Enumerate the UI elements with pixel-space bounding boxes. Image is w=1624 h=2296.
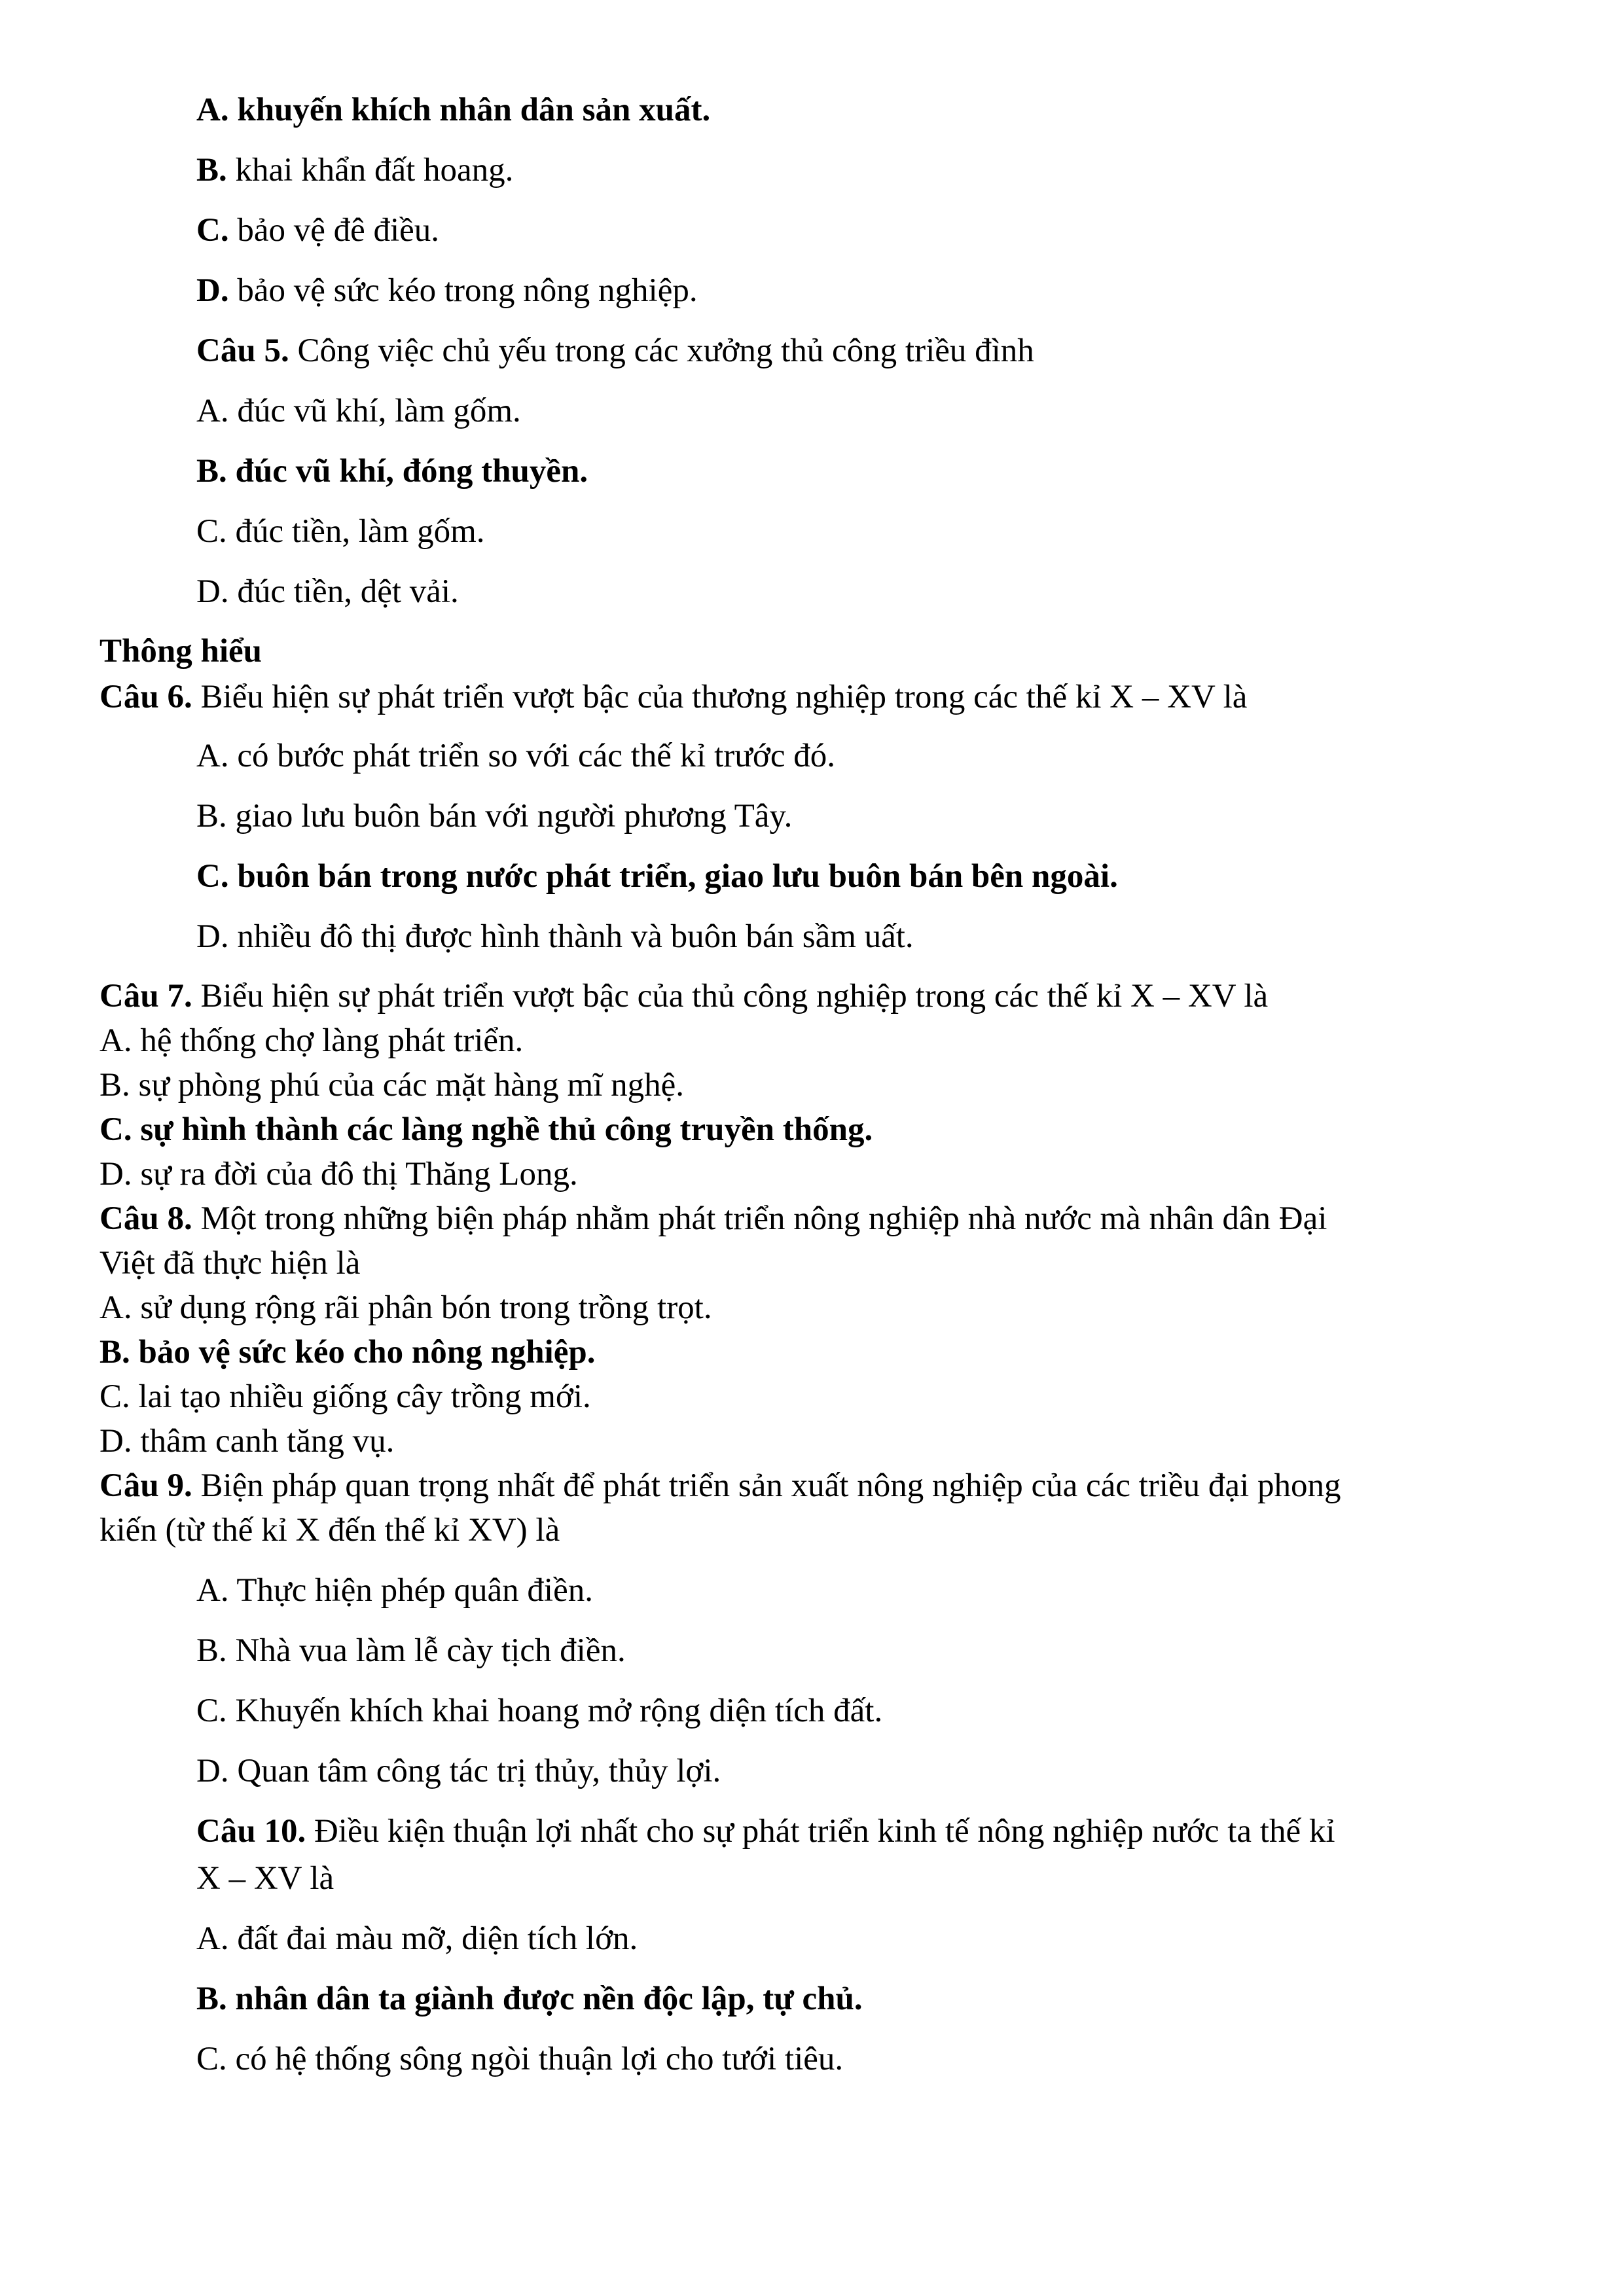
q8-option-c: C. lai tạo nhiều giống cây trồng mới.	[99, 1378, 591, 1415]
q8-option-d: D. thâm canh tăng vụ.	[99, 1423, 395, 1460]
q4-option-c	[196, 214, 439, 247]
q8-text-line1: Một trong những biện pháp nhằm phát triển nông nghiệp nhà nước mà nhân dân Đại	[200, 1200, 1327, 1237]
q4-option-d-letter: D.	[196, 272, 229, 309]
q5-label: Câu 5.	[196, 332, 289, 369]
q4-option-a-letter: A.	[196, 92, 229, 128]
q5-option-d: D. đúc tiền, dệt vải.	[196, 573, 459, 610]
q9-question-line1	[99, 1469, 1341, 1503]
q9-question-line2: kiến (từ thế kỉ X đến thế kỉ XV) là	[99, 1512, 560, 1549]
q10-option-c: C. có hệ thống sông ngòi thuận lợi cho tưới tiêu.	[196, 2041, 844, 2077]
q9-option-c: C. Khuyến khích khai hoang mở rộng diện tích đất.	[196, 1693, 883, 1729]
q6-option-a: A. có bước phát triển so với các thế kỉ trước đó.	[196, 738, 835, 774]
q7-question	[99, 980, 1268, 1013]
q7-option-c: C. sự hình thành các làng nghề thủ công truyền thống.	[99, 1111, 873, 1148]
q7-text: Biểu hiện sự phát triển vượt bậc của thủ công nghiệp trong các thế kỉ X – XV là	[200, 978, 1269, 1014]
q9-option-b: B. Nhà vua làm lễ cày tịch điền.	[196, 1632, 626, 1669]
q8-label: Câu 8.	[99, 1200, 192, 1237]
q10-label: Câu 10.	[196, 1813, 306, 1850]
q4-option-c-text: bảo vệ đê điều.	[237, 212, 440, 249]
q9-text-line1: Biện pháp quan trọng nhất để phát triển sản xuất nông nghiệp của các triều đại phong	[200, 1467, 1341, 1504]
q4-option-a	[196, 94, 710, 127]
q9-option-a: A. Thực hiện phép quân điền.	[196, 1572, 593, 1609]
q6-text: Biểu hiện sự phát triển vượt bậc của thương nghiệp trong các thế kỉ X – XV là	[200, 679, 1248, 715]
q4-option-b-letter: B.	[196, 152, 227, 188]
q7-option-a: A. hệ thống chợ làng phát triển.	[99, 1022, 524, 1059]
section-title: Thông hiểu	[99, 633, 262, 670]
q10-option-b: B. nhân dân ta giành được nền độc lập, tự chủ.	[196, 1981, 863, 2017]
q7-option-b: B. sự phòng phú của các mặt hàng mĩ nghệ.	[99, 1067, 685, 1103]
q4-option-d	[196, 274, 698, 308]
q8-option-b: B. bảo vệ sức kéo cho nông nghiệp.	[99, 1334, 596, 1371]
q5-text: Công việc chủ yếu trong các xưởng thủ công triều đình	[297, 332, 1034, 369]
q9-option-d: D. Quan tâm công tác trị thủy, thủy lợi.	[196, 1753, 721, 1789]
q8-question-line2: Việt đã thực hiện là	[99, 1245, 361, 1282]
q5-option-b: B. đúc vũ khí, đóng thuyền.	[196, 453, 588, 490]
q10-question-line2: X – XV là	[196, 1860, 334, 1897]
q6-question	[99, 681, 1247, 714]
q4-option-c-letter: C.	[196, 212, 229, 249]
q5-option-a: A. đúc vũ khí, làm gốm.	[196, 393, 521, 429]
q6-label: Câu 6.	[99, 679, 192, 715]
q10-text-line1: Điều kiện thuận lợi nhất cho sự phát triển kinh tế nông nghiệp nước ta thế kỉ	[314, 1813, 1335, 1850]
q7-option-d: D. sự ra đời của đô thị Thăng Long.	[99, 1156, 578, 1193]
q8-question-line1	[99, 1202, 1327, 1236]
q6-option-d: D. nhiều đô thị được hình thành và buôn bán sầm uất.	[196, 918, 914, 955]
q9-label: Câu 9.	[99, 1467, 192, 1504]
q4-option-a-text: khuyến khích nhân dân sản xuất.	[237, 92, 711, 128]
q4-option-b-text: khai khẩn đất hoang.	[235, 152, 514, 188]
q7-label: Câu 7.	[99, 978, 192, 1014]
q10-option-a: A. đất đai màu mỡ, diện tích lớn.	[196, 1920, 638, 1957]
q4-option-d-text: bảo vệ sức kéo trong nông nghiệp.	[237, 272, 698, 309]
q6-option-b: B. giao lưu buôn bán với người phương Tây.	[196, 798, 793, 834]
q5-question	[196, 334, 1034, 368]
q4-option-b	[196, 154, 513, 187]
q10-question-line1	[196, 1815, 1335, 1848]
q5-option-c: C. đúc tiền, làm gốm.	[196, 513, 485, 550]
q6-option-c: C. buôn bán trong nước phát triển, giao lưu buôn bán bên ngoài.	[196, 858, 1118, 895]
q8-option-a: A. sử dụng rộng rãi phân bón trong trồng trọt.	[99, 1289, 712, 1326]
